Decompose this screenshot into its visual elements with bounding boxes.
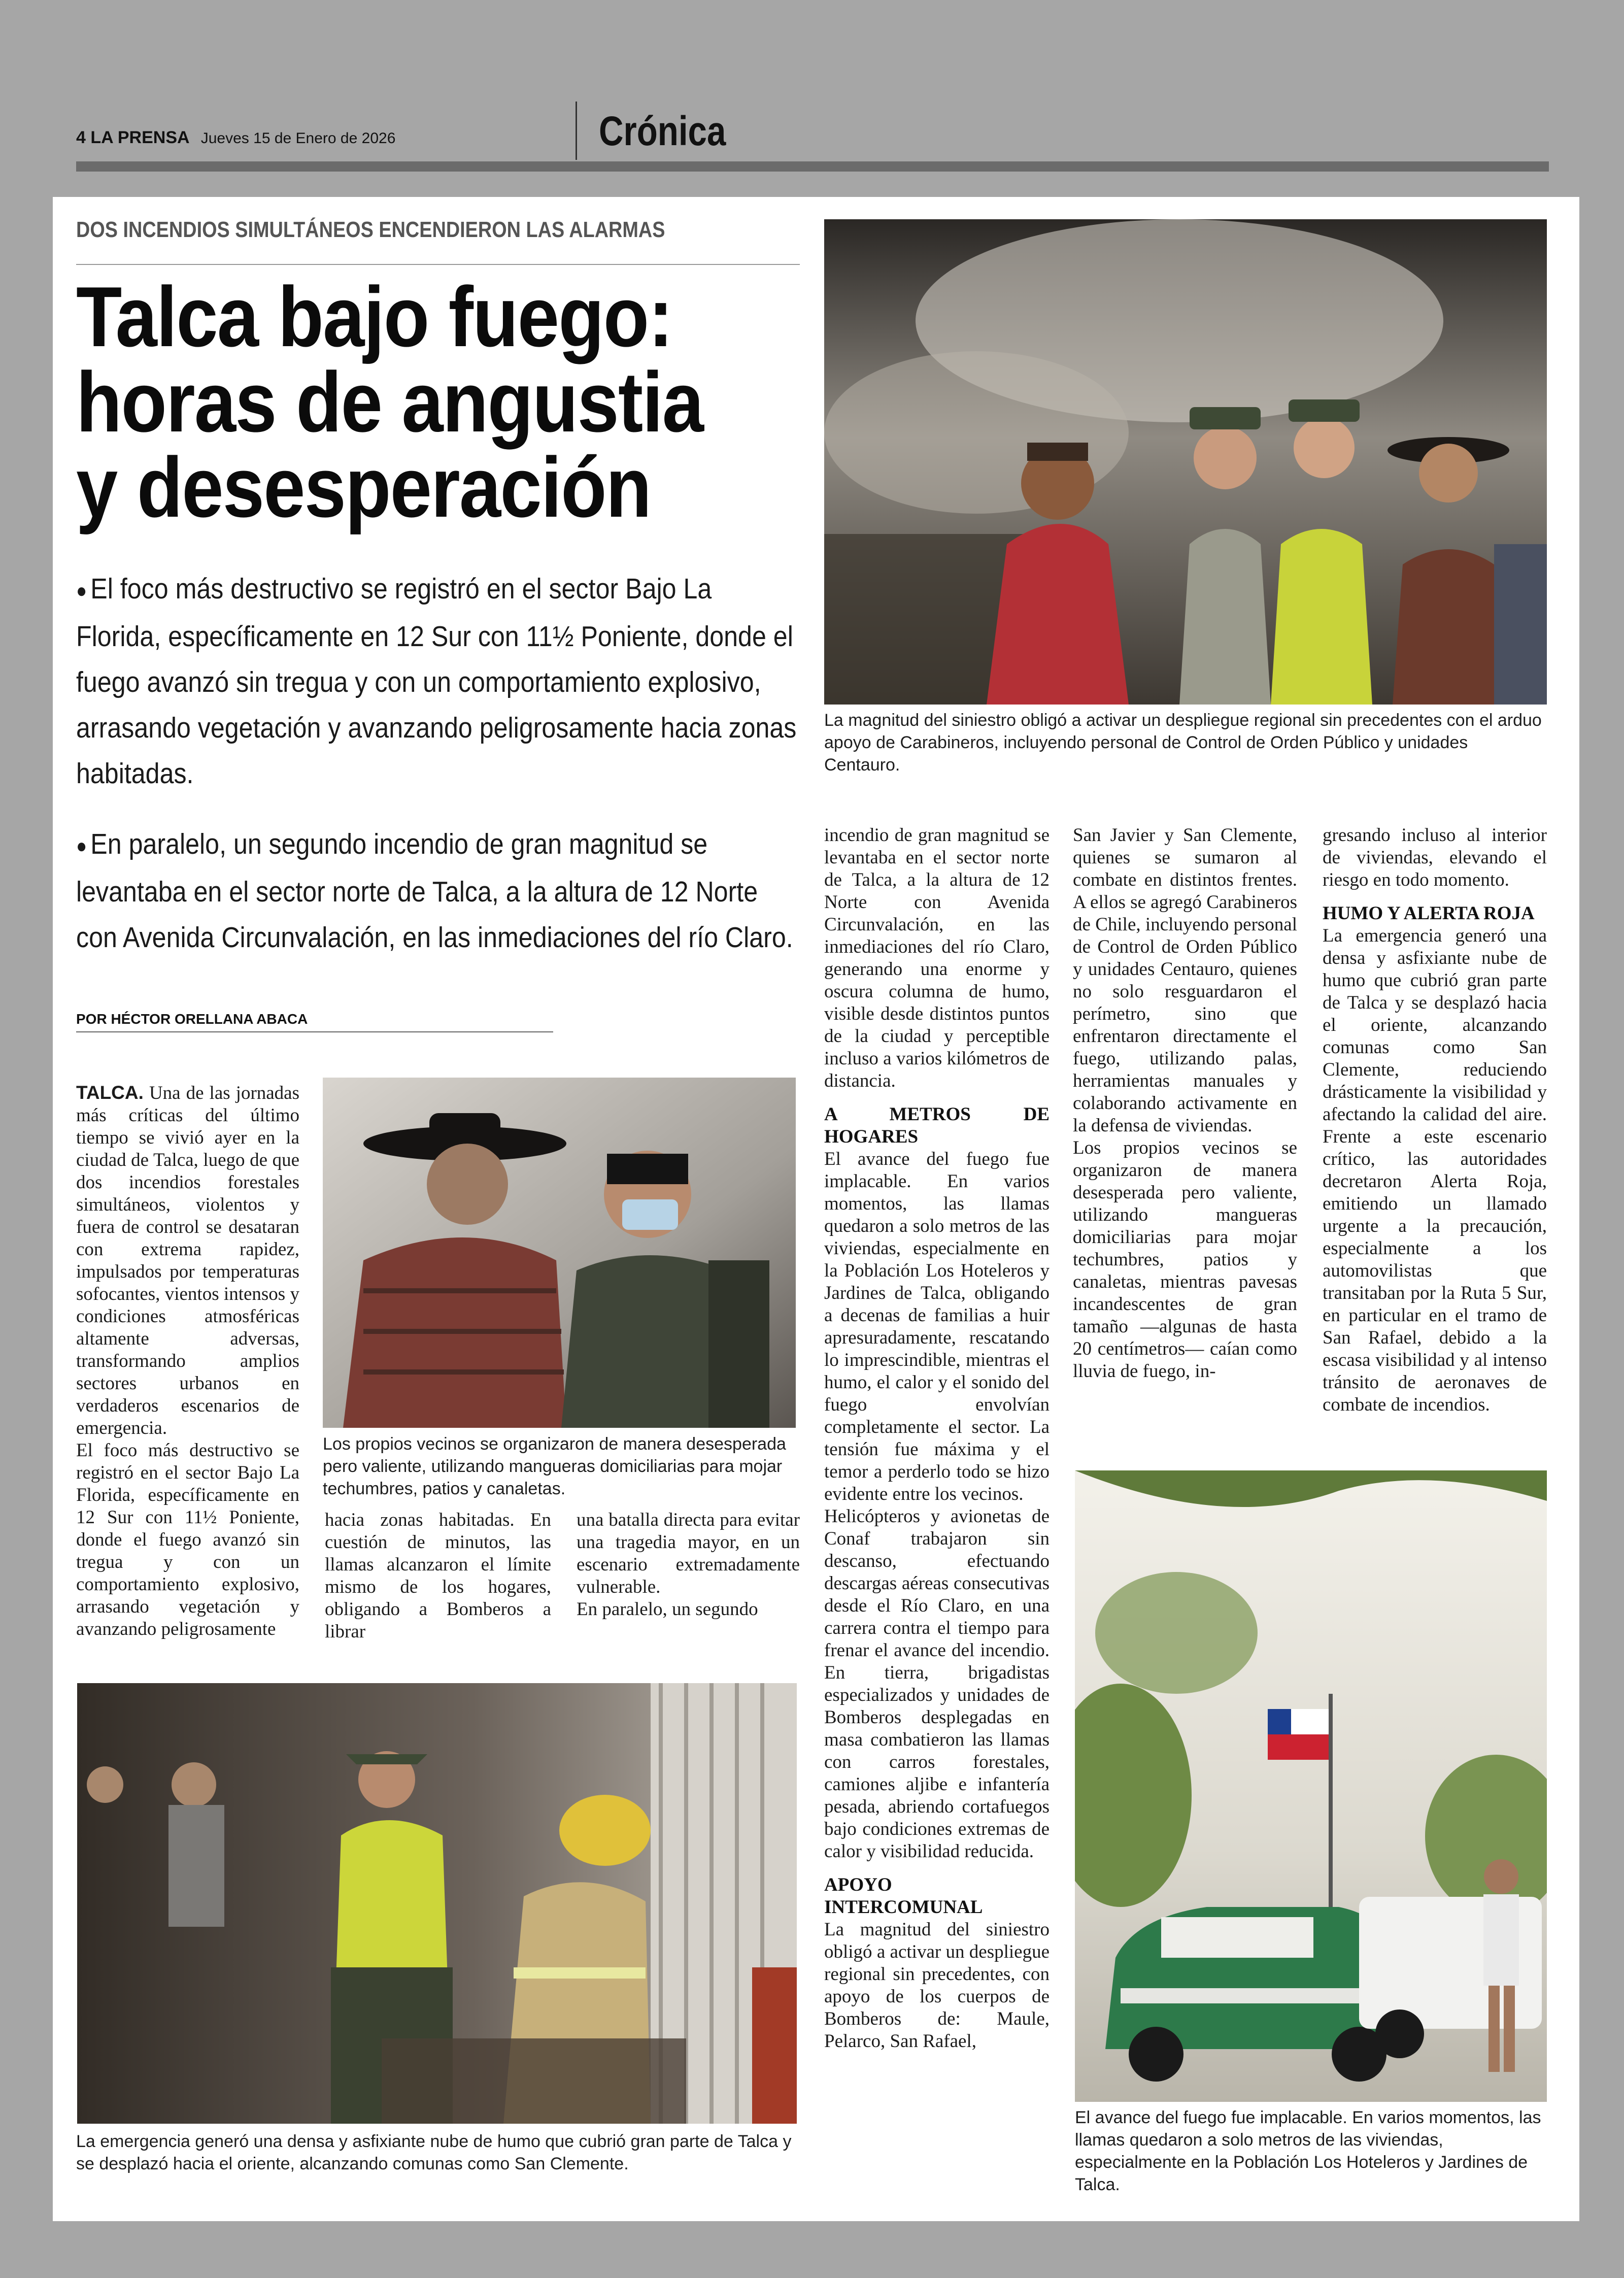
photo-firefighters-carabinero — [77, 1683, 797, 2124]
section-title: Crónica — [599, 108, 726, 154]
byline: POR HÉCTOR ORELLANA ABACA — [76, 1011, 308, 1027]
headline — [76, 269, 746, 535]
summary-bullet-2-text: En paralelo, un segundo incendio de gran magnitud se levantaba en el sector norte de Talca, a la altura de 12 Norte con Avenida Circunvalación, en las inmediaciones del río Claro. — [76, 828, 793, 954]
article-continuation-3: En paralelo, un segundo — [577, 1599, 758, 1620]
article-paragraph-2: El foco más destructivo se registró en el sector Bajo La Florida, específicamente en 12 Sur con 11½ Poniente, donde el fuego avanzó sin tregua y con un comportamiento explosivo, arrasando vegetación y avanzando peligrosamente — [76, 1440, 299, 1639]
dateline: TALCA. — [76, 1082, 144, 1103]
headline-line-1: Talca bajo fuego: — [76, 269, 672, 364]
article-paragraph-6: La magnitud del siniestro obligó a activar un despliegue regional sin precedentes, con apoyo de los cuerpos de Bomberos de: Maule, Pelarco, San Rafael, — [824, 1919, 1050, 2052]
headline-line-2: horas de angustia — [76, 354, 703, 450]
article-continuation-1: hacia zonas habitadas. En cuestión de minutos, las llamas alcanzaron el límite mismo de los hogares, obligando a Bomberos a librar — [325, 1510, 551, 1642]
article-paragraph-5: Helicópteros y avionetas de Conaf trabajaron sin descanso, efectuando descargas aéreas consecutivas desde el Río Claro, en una carrera contra el tiempo para frenar el avance del incendio. En tierra, brigadistas especializados y unidades de Bomberos desplegadas en masa combatieron las llamas con carros forestales, camiones aljibe e infantería pesada, abriendo cortafuegos bajo condiciones extremas de calor y visibilidad reducida. — [824, 1506, 1050, 1862]
article-column-5 — [1073, 824, 1297, 1383]
article-paragraph-7: San Javier y San Clemente, quienes se sumaron al combate en distintos frentes. A ellos se agregó Carabineros de Chile, incluyendo personal de Control de Orden Público y unidades Centauro, quienes no solo resguardaron el perímetro, sino que enfrentaron directamente el fuego, utilizando palas, herramientas manuales y colaborando activamente en la defensa de viviendas. — [1073, 825, 1297, 1136]
kicker: DOS INCENDIOS SIMULTÁNEOS ENCENDIERON LAS ALARMAS — [76, 217, 665, 242]
article-paragraph-10: La emergencia generó una densa y asfixiante nube de humo que cubrió gran parte de Talca y se desplazó hacia el oriente, alcanzando comunas como San Clemente, reduciendo drásticamente la visibilidad y afectando la calidad del aire. Frente a este escenario crítico, las autoridades decretaron Alerta Roja, emitiendo un llamado urgente a la precaución, especialmente a los automovilistas que transitaban por la Ruta 5 Sur, en particular en el tramo de San Rafael, debido a la escasa visibilidad y al intenso tránsito de aeronaves de combate de incendios. — [1323, 925, 1547, 1415]
kicker-rule — [76, 264, 800, 265]
subhead-metros-hogares: A METROS DE HOGARES — [824, 1104, 1050, 1147]
summary-bullet-2 — [76, 821, 800, 960]
header-rule — [76, 161, 1549, 172]
article-paragraph-3: incendio de gran magnitud se levantaba en el sector norte de Talca, a la altura de 12 Norte con Avenida Circunvalación, en las inmediaciones del río Claro, generando una enorme y oscura columna de humo, visible desde distintos puntos de la ciudad y perceptible incluso a varios kilómetros de distancia. — [824, 825, 1050, 1091]
article-column-4 — [824, 824, 1050, 2053]
header-divider — [576, 102, 577, 160]
page-number — [76, 128, 395, 148]
photo-patrol-car-flag — [1075, 1470, 1547, 2102]
photo-vecino-carabinero — [323, 1078, 796, 1428]
caption-right-photo: El avance del fuego fue implacable. En varios momentos, las llamas quedaron a solo metros de las viviendas, especialmente en la Población Los Hoteleros y Jardines de Talca. — [1075, 2108, 1541, 2194]
article-column-6 — [1323, 824, 1547, 1416]
article-paragraph-8: Los propios vecinos se organizaron de manera desesperada pero valiente, utilizando mangueras domiciliarias para mojar techumbres, patios y canaletas, mientras pavesas incandescentes de gran tamaño —algunas de hasta 20 centímetros— caían como lluvia de fuego, in- — [1073, 1137, 1297, 1382]
caption-bottom-photo: La emergencia generó una densa y asfixiante nube de humo que cubrió gran parte de Talca y se desplazó hacia el oriente, alcanzando comunas como San Clemente. — [76, 2132, 792, 2173]
byline-rule — [76, 1031, 553, 1032]
article-column-2 — [325, 1509, 551, 1643]
bullet-dot-icon: ● — [76, 834, 87, 857]
article-paragraph-9: gresando incluso al interior de viviendas, elevando el riesgo en todo momento. — [1323, 825, 1547, 890]
caption-middle-photo: Los propios vecinos se organizaron de manera desesperada pero valiente, utilizando mangueras domiciliarias para mojar techumbres, patios y canaletas. — [323, 1434, 786, 1498]
summary-bullet-1 — [76, 566, 800, 796]
issue-date: Jueves 15 de Enero de 2026 — [200, 130, 396, 147]
newspaper-name: 4 LA PRENSA — [76, 128, 189, 147]
bullet-dot-icon: ● — [76, 579, 87, 602]
caption-top-photo: La magnitud del siniestro obligó a activar un despliegue regional sin precedentes con el arduo apoyo de Carabineros, incluyendo personal de Control de Orden Público y unidades Centauro. — [824, 711, 1542, 775]
subhead-humo-alerta-roja: HUMO Y ALERTA ROJA — [1323, 903, 1535, 924]
article-continuation-2: una batalla directa para evitar una tragedia mayor, en un escenario extremadamente vulnerable. — [577, 1510, 800, 1597]
photo-carabineros-smoke — [824, 219, 1547, 705]
article-column-1 — [76, 1082, 299, 1640]
article-paragraph-1: Una de las jornadas más críticas del último tiempo se vivió ayer en la ciudad de Talca, luego de que dos incendios forestales simultáneos, violentos y fuera de control se desataran con extrema rapidez, impulsados por temperaturas sofocantes, vientos intensos y condiciones atmosféricas altamente adversas, transformando amplios sectores urbanos en verdaderos escenarios de emergencia. — [76, 1083, 300, 1438]
article-paragraph-4: El avance del fuego fue implacable. En varios momentos, las llamas quedaron a solo metros de las viviendas, especialmente en la Población Los Hoteleros y Jardines de Talca, obligando a decenas de familias a huir apresuradamente, rescatando lo imprescindible, mientras el humo, el calor y el sonido del fuego envolvían completamente el sector. La tensión fue máxima y el temor a perderlo todo se hizo evidente entre los vecinos. — [824, 1149, 1050, 1504]
article-column-3 — [577, 1509, 800, 1621]
summary-bullet-1-text: El foco más destructivo se registró en el sector Bajo La Florida, específicamente en 12 Sur con 11½ Poniente, donde el fuego avanzó sin tregua y con un comportamiento explosivo, arrasando vegetación y avanzando peligrosamente hacia zonas habitadas. — [76, 573, 797, 790]
headline-line-3: y desesperación — [76, 440, 651, 535]
subhead-apoyo-intercomunal: APOYO INTERCOMUNAL — [824, 1874, 983, 1918]
